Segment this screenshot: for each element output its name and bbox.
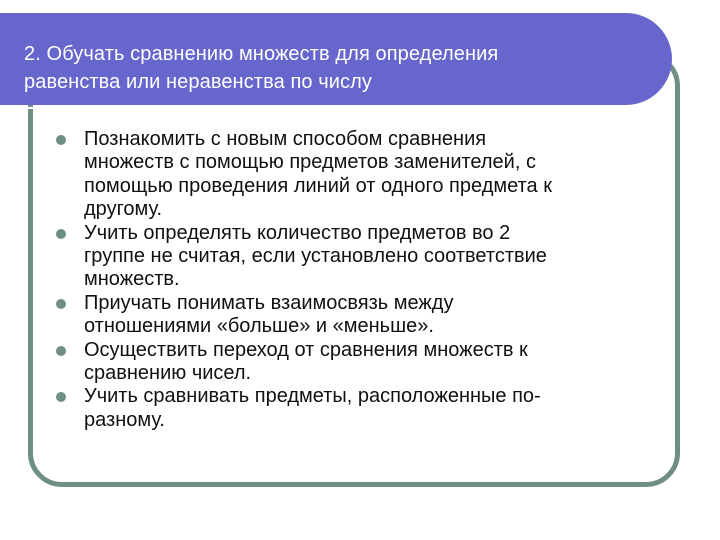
bullet-line: другому. — [84, 198, 163, 221]
bullet-line: отношениями «больше» и «меньше». — [84, 315, 434, 338]
bullet-dot-icon — [56, 392, 66, 402]
bullet-list — [54, 128, 654, 432]
bullet-item — [54, 385, 654, 432]
bullet-line: Приучать понимать взаимосвязь между — [84, 291, 454, 314]
bullet-dot-icon — [56, 346, 66, 356]
title-bar — [0, 13, 672, 105]
bullet-line: Познакомить с новым способом сравнения — [84, 128, 487, 150]
title-underline — [0, 107, 640, 109]
bullet-line: помощью проведения линий от одного предмета к — [84, 174, 552, 197]
bullet-line: множеств. — [84, 268, 180, 291]
bullet-line: множеств с помощью предметов заменителей, с — [84, 151, 536, 174]
bullet-line: Осуществить переход от сравнения множеств к — [84, 338, 528, 361]
title-line-1: 2. Обучать сравнению множеств для определения — [24, 43, 499, 65]
bullet-line: Учить сравнивать предметы, расположенные по- — [84, 385, 541, 408]
bullet-line: группе не считая, если установлено соответствие — [84, 245, 547, 268]
bullet-line: разному. — [84, 408, 165, 431]
bullet-dot-icon — [56, 229, 66, 239]
bullet-item — [54, 339, 654, 386]
bullet-line: Учить определять количество предметов во 2 — [84, 221, 511, 244]
bullet-dot-icon — [56, 299, 66, 309]
bullet-line: сравнению чисел. — [84, 362, 252, 385]
slide-title — [24, 40, 644, 96]
bullet-item — [54, 128, 654, 222]
bullet-item — [54, 222, 654, 292]
bullet-item — [54, 292, 654, 339]
bullet-dot-icon — [56, 135, 66, 145]
title-line-2: равенства или неравенства по числу — [24, 71, 373, 93]
